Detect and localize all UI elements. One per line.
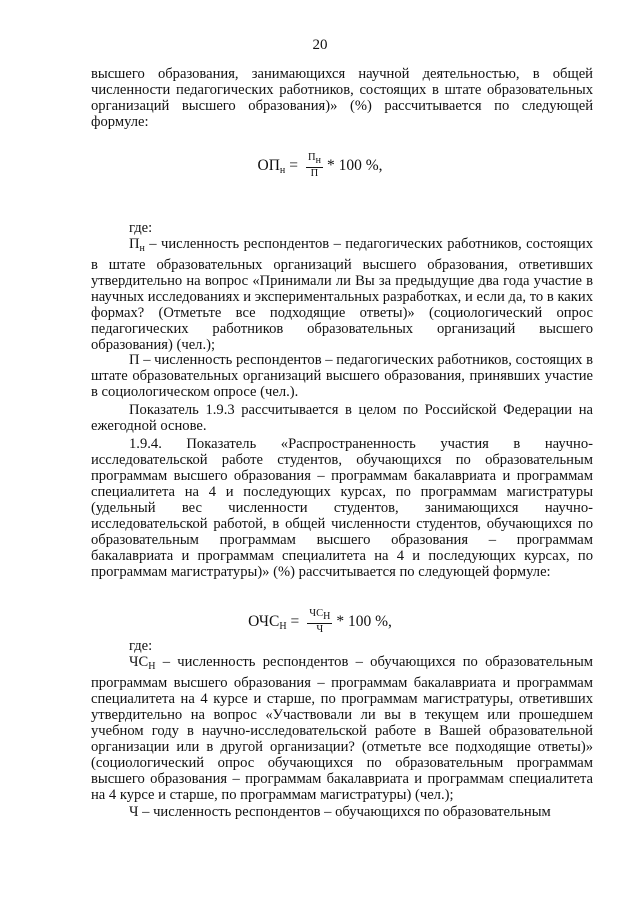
formula-ochs-fraction: $\frac{ЧС_Н}{Ч}$ xyxy=(309,608,331,635)
formula-op-lhs: $ОП_н$ xyxy=(257,156,286,176)
where-label-2: где: xyxy=(129,638,153,654)
formula-ochs: $ОЧС_Н$ = $\frac{ЧС_Н}{Ч}$ * 100 %, xyxy=(248,608,392,635)
page-number: 20 xyxy=(312,37,328,53)
paragraph-1-9-3: Показатель 1.9.3 рассчитывается в целом по Российской Федерации на ежегодной основе. xyxy=(91,402,593,434)
formula-op: $ОП_н$ = $\frac{П_н}{П}$ * 100 %, xyxy=(257,152,383,179)
definition-chs: $ЧС_Н$ – численность респондентов – обучающихся по образовательным программам высшего образования – программам бакалавриата и программам специалитета на 4 курсе и старше, по программам магистратуры, ответивших утвердительно на вопрос «Участвовали ли вы в текущем или прошедшем учебном году в научно-исследовательской работе в Вашей образовательной организации или в другой организации? (отметьте все подходящие ответы)» (социологический опрос обучающихся по образовательным программам высшего образования – программам бакалавриата и программам специалитета на 4 курсе и старше, по программам магистратуры) (чел.); xyxy=(91,654,593,803)
intro-paragraph: высшего образования, занимающихся научной деятельностью, в общей численности педагогических работников, состоящих в штате образовательных организаций высшего образования)» (%) рассчитывается по следующей формуле: xyxy=(91,66,593,130)
where-label-1: где: xyxy=(129,220,153,236)
definition-p: П – численность респондентов – педагогических работников, состоящих в штате образовательных организаций высшего образования, принявших участие в социологическом опросе (чел.). xyxy=(91,352,593,400)
formula-op-fraction: $\frac{П_н}{П}$ xyxy=(308,152,321,179)
paragraph-1-9-4: 1.9.4. Показатель «Распространенность участия в научно-исследовательской работе студентов, обучающихся по образовательным программам высшего образования – программам бакалавриата и программам специалитета на 4 и последующих курсах, по программам магистратуры (удельный вес численности студентов, занимающихся научно-исследовательской работой, в общей численности студентов, обучающихся по образовательным программам высшего образования – программам бакалавриата и программам специалитета на 4 и последующих курсах, по программам магистратуры)» (%) рассчитывается по следующей формуле: xyxy=(91,436,593,580)
formula-ochs-lhs: $ОЧС_Н$ xyxy=(248,612,287,632)
definition-ch: Ч – численность респондентов – обучающихся по образовательным xyxy=(129,804,551,820)
formula-op-rhs: * 100 %, xyxy=(326,157,383,174)
formula-ochs-rhs: * 100 %, xyxy=(336,613,392,630)
definition-pn: $П_н$ – численность респондентов – педагогических работников, состоящих в штате образовательных организаций высшего образования, ответивших утвердительно на вопрос «Принимали ли Вы за предыдущие два года участие в научных исследованиях и экспериментальных разработках, и если да, то в каких формах? (Отметьте все подходящие ответы)» (социологический опрос педагогических работников образовательных организаций высшего образования) (чел.); xyxy=(91,236,593,353)
